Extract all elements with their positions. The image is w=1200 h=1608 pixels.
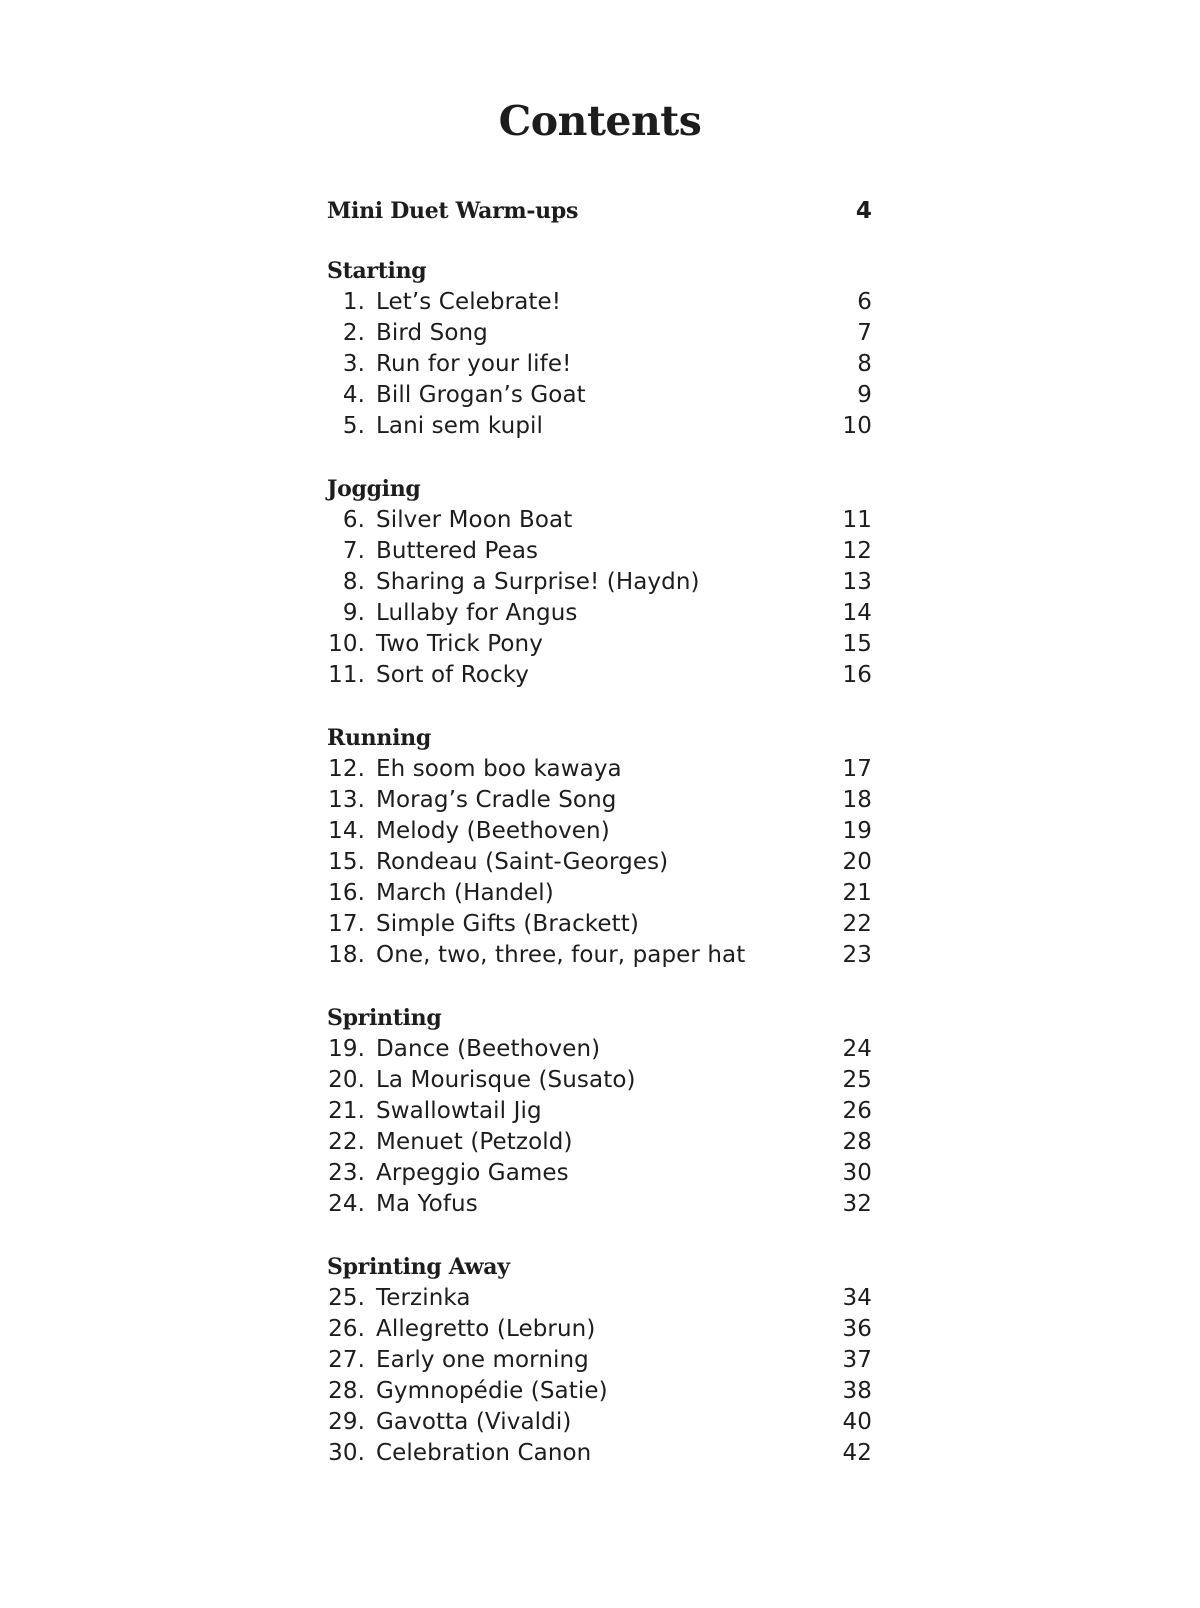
entry-number: 13.	[328, 787, 365, 813]
entry-number: 20.	[328, 1067, 365, 1093]
section-heading: Sprinting	[327, 1005, 442, 1031]
toc-intro-row	[327, 193, 872, 229]
entry-number: 21.	[328, 1098, 365, 1124]
toc-entry	[327, 1438, 872, 1469]
entry-title: March (Handel)	[376, 880, 554, 906]
toc-section	[327, 256, 872, 442]
entry-title: Lani sem kupil	[376, 413, 544, 439]
entry-page-number: 17	[842, 756, 872, 782]
toc-entry	[327, 505, 872, 536]
entry-title: Gymnopédie (Satie)	[376, 1378, 608, 1404]
intro-page-number: 4	[855, 198, 872, 224]
entry-page-number: 13	[842, 569, 872, 595]
entry-number: 19.	[328, 1036, 365, 1062]
entry-page-number: 14	[842, 600, 872, 626]
entry-page-number: 30	[842, 1160, 872, 1186]
entry-number: 24.	[328, 1191, 365, 1217]
toc-entry	[327, 1283, 872, 1314]
entry-title: Sharing a Surprise! (Haydn)	[376, 569, 700, 595]
toc-entry	[327, 1345, 872, 1376]
entry-title: Two Trick Pony	[376, 631, 543, 657]
toc-entry	[327, 411, 872, 442]
entry-page-number: 10	[842, 413, 872, 439]
entry-title: Silver Moon Boat	[376, 507, 573, 533]
entry-number: 16.	[328, 880, 365, 906]
toc-entry	[327, 660, 872, 691]
entry-page-number: 22	[842, 911, 872, 937]
entry-page-number: 7	[857, 320, 872, 346]
section-heading: Starting	[327, 258, 427, 284]
entry-number: 3.	[342, 351, 365, 377]
entry-title: Terzinka	[376, 1285, 471, 1311]
toc-section	[327, 1003, 872, 1220]
entry-number: 15.	[328, 849, 365, 875]
page-title: Contents	[498, 97, 702, 145]
entry-page-number: 32	[842, 1191, 872, 1217]
entry-page-number: 20	[842, 849, 872, 875]
toc-entry	[327, 318, 872, 349]
entry-number: 30.	[328, 1440, 365, 1466]
entry-page-number: 38	[842, 1378, 872, 1404]
entry-number: 23.	[328, 1160, 365, 1186]
entry-number: 2.	[342, 320, 365, 346]
entry-page-number: 40	[842, 1409, 872, 1435]
entry-page-number: 36	[842, 1316, 872, 1342]
entry-page-number: 11	[842, 507, 872, 533]
toc-entry	[327, 567, 872, 598]
toc-entry	[327, 878, 872, 909]
toc-entry	[327, 909, 872, 940]
entry-number: 17.	[328, 911, 365, 937]
entry-number: 14.	[328, 818, 365, 844]
toc-entry	[327, 380, 872, 411]
entry-number: 26.	[328, 1316, 365, 1342]
toc-entry	[327, 1189, 872, 1220]
entry-title: La Mourisque (Susato)	[376, 1067, 636, 1093]
toc-entry	[327, 816, 872, 847]
section-heading: Running	[327, 725, 431, 751]
section-heading: Jogging	[327, 476, 421, 502]
entry-title: Rondeau (Saint-Georges)	[376, 849, 669, 875]
toc-section	[327, 723, 872, 971]
entry-title: Ma Yofus	[376, 1191, 478, 1217]
entry-page-number: 34	[842, 1285, 872, 1311]
toc-section	[327, 474, 872, 691]
entry-number: 18.	[328, 942, 365, 968]
toc-entry	[327, 1407, 872, 1438]
entry-number: 28.	[328, 1378, 365, 1404]
entry-page-number: 8	[857, 351, 872, 377]
entry-number: 4.	[342, 382, 365, 408]
entry-title: Eh soom boo kawaya	[376, 756, 622, 782]
entry-page-number: 15	[842, 631, 872, 657]
toc-entry	[327, 1127, 872, 1158]
entry-title: Simple Gifts (Brackett)	[376, 911, 639, 937]
entry-page-number: 9	[857, 382, 872, 408]
entry-number: 9.	[342, 600, 365, 626]
entry-title: Swallowtail Jig	[376, 1098, 542, 1124]
entry-number: 6.	[342, 507, 365, 533]
entry-title: Buttered Peas	[376, 538, 539, 564]
entry-title: Arpeggio Games	[376, 1160, 569, 1186]
toc-entry	[327, 1034, 872, 1065]
entry-number: 5.	[342, 413, 365, 439]
entry-title: Sort of Rocky	[376, 662, 530, 688]
toc-entry	[327, 1314, 872, 1345]
toc-section	[327, 1252, 872, 1469]
toc-entry	[327, 287, 872, 318]
toc-entry	[327, 1376, 872, 1407]
entry-title: Gavotta (Vivaldi)	[376, 1409, 572, 1435]
entry-title: Menuet (Petzold)	[376, 1129, 573, 1155]
entry-title: Allegretto (Lebrun)	[376, 1316, 596, 1342]
entry-title: Melody (Beethoven)	[376, 818, 610, 844]
toc-entry	[327, 1065, 872, 1096]
entry-page-number: 24	[842, 1036, 872, 1062]
entry-number: 25.	[328, 1285, 365, 1311]
entry-title: Bird Song	[376, 320, 488, 346]
entry-title: Dance (Beethoven)	[376, 1036, 601, 1062]
table-of-contents	[327, 193, 872, 1501]
entry-number: 7.	[342, 538, 365, 564]
toc-entry	[327, 1096, 872, 1127]
toc-entry	[327, 536, 872, 567]
entry-number: 29.	[328, 1409, 365, 1435]
entry-title: Lullaby for Angus	[376, 600, 578, 626]
entry-title: Morag’s Cradle Song	[376, 787, 617, 813]
entry-number: 12.	[328, 756, 365, 782]
toc-entry	[327, 598, 872, 629]
entry-number: 27.	[328, 1347, 365, 1373]
toc-entry	[327, 754, 872, 785]
entry-page-number: 6	[857, 289, 872, 315]
entry-page-number: 12	[842, 538, 872, 564]
entry-page-number: 42	[842, 1440, 872, 1466]
entry-title: Early one morning	[376, 1347, 589, 1373]
entry-title: Celebration Canon	[376, 1440, 592, 1466]
entry-title: Bill Grogan’s Goat	[376, 382, 586, 408]
toc-entry	[327, 349, 872, 380]
entry-title: Run for your life!	[376, 351, 572, 377]
entry-page-number: 26	[842, 1098, 872, 1124]
entry-number: 8.	[342, 569, 365, 595]
entry-page-number: 23	[842, 942, 872, 968]
entry-page-number: 21	[842, 880, 872, 906]
toc-entry	[327, 940, 872, 971]
entry-page-number: 16	[842, 662, 872, 688]
entry-page-number: 37	[842, 1347, 872, 1373]
intro-label: Mini Duet Warm-ups	[327, 198, 579, 224]
section-heading: Sprinting Away	[327, 1254, 510, 1280]
toc-entry	[327, 629, 872, 660]
toc-entry	[327, 847, 872, 878]
entry-page-number: 18	[842, 787, 872, 813]
toc-entry	[327, 785, 872, 816]
entry-title: Let’s Celebrate!	[376, 289, 562, 315]
entry-page-number: 25	[842, 1067, 872, 1093]
entry-number: 1.	[342, 289, 365, 315]
entry-page-number: 28	[842, 1129, 872, 1155]
entry-title: One, two, three, four, paper hat	[376, 942, 746, 968]
entry-number: 10.	[328, 631, 365, 657]
entry-number: 11.	[328, 662, 365, 688]
entry-number: 22.	[328, 1129, 365, 1155]
entry-page-number: 19	[842, 818, 872, 844]
toc-entry	[327, 1158, 872, 1189]
